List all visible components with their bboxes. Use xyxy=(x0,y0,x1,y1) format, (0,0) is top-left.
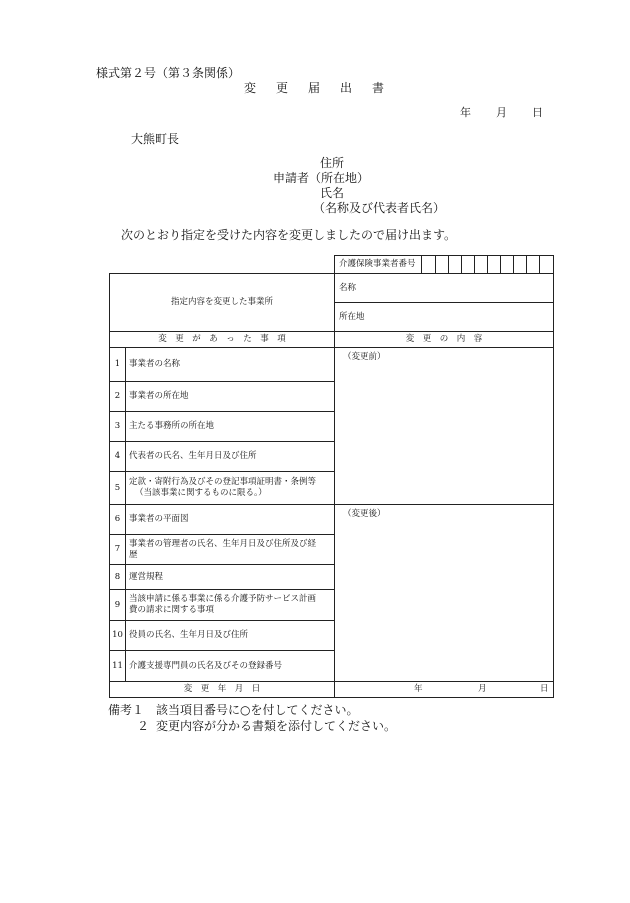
item-row xyxy=(110,505,554,535)
change-form-table xyxy=(109,255,554,698)
notes-label: 備考１ xyxy=(108,703,145,717)
name-label: 氏名 xyxy=(320,186,345,200)
applicant-role-label: 申請者（所在地） xyxy=(273,171,370,185)
change-date-month: 月 xyxy=(478,683,487,694)
change-date-year: 年 xyxy=(414,683,423,694)
item-label: 運営規程 xyxy=(126,565,335,590)
item-label: 事業者の所在地 xyxy=(126,382,335,412)
note-1: 該当項目番号に○を付してください。 xyxy=(156,703,359,717)
item-number[interactable]: 10 xyxy=(110,621,126,651)
item-label-line1: 事業者の管理者の氏名、生年月日及び住所及び経 xyxy=(129,538,317,549)
intro-text: 次のとおり指定を受けた内容を変更しましたので届け出ます。 xyxy=(121,228,457,242)
section-header-row xyxy=(110,332,554,348)
change-date-field[interactable] xyxy=(335,682,554,698)
address-label: 住所 xyxy=(320,156,345,170)
item-number[interactable]: 9 xyxy=(110,590,126,621)
date-month: 月 xyxy=(496,106,507,119)
note-2: 変更内容が分かる書類を添付してください。 xyxy=(156,719,397,733)
item-label xyxy=(126,590,335,621)
insurance-number-label: 介護保険事業者番号 xyxy=(335,256,422,274)
form-number: 様式第２号（第３条関係） xyxy=(96,66,241,80)
item-number[interactable]: 1 xyxy=(110,348,126,382)
insurance-digit-box[interactable] xyxy=(527,256,540,273)
name-note: （名称及び代表者氏名） xyxy=(313,201,446,215)
office-name-field[interactable]: 名称 xyxy=(335,274,554,303)
item-label: 主たる事務所の所在地 xyxy=(126,412,335,442)
item-label xyxy=(126,472,335,505)
date-year: 年 xyxy=(460,106,471,119)
before-label: （変更前） xyxy=(343,352,386,362)
item-label-line2: （当該事業に関するものに限る。） xyxy=(135,488,267,498)
item-label: 事業者の平面図 xyxy=(126,505,335,535)
item-number[interactable]: 7 xyxy=(110,535,126,565)
date-day: 日 xyxy=(532,106,543,119)
item-number[interactable]: 6 xyxy=(110,505,126,535)
addressee: 大熊町長 xyxy=(131,132,180,146)
insurance-digit-box[interactable] xyxy=(501,256,514,273)
item-label: 事業者の名称 xyxy=(126,348,335,382)
item-label-line2: 歴 xyxy=(129,549,138,560)
changed-items-header: 変 更 が あ っ た 事 項 xyxy=(110,332,335,348)
insurance-digit-box[interactable] xyxy=(540,256,553,273)
item-row xyxy=(110,348,554,382)
item-label: 介護支援専門員の氏名及びその登録番号 xyxy=(126,651,335,682)
note-2-number: ２ xyxy=(137,719,150,733)
after-label: （変更後） xyxy=(343,509,386,519)
document-title: 変 更 届 出 書 xyxy=(244,81,389,95)
insurance-digit-box[interactable] xyxy=(448,256,461,273)
item-number[interactable]: 8 xyxy=(110,565,126,590)
after-change-field[interactable] xyxy=(335,505,554,682)
item-label-line2: 費の請求に関する事項 xyxy=(129,605,215,615)
item-label: 代表者の氏名、生年月日及び住所 xyxy=(126,442,335,472)
insurance-digit-box[interactable] xyxy=(474,256,487,273)
insurance-number-row xyxy=(110,256,554,274)
change-content-header: 変 更 の 内 容 xyxy=(335,332,554,348)
change-date-row xyxy=(110,682,554,698)
office-name-row xyxy=(110,274,554,303)
item-number[interactable]: 4 xyxy=(110,442,126,472)
item-number[interactable]: 5 xyxy=(110,472,126,505)
item-label-line1: 当該申請に係る事業に係る介護予防サービス計画 xyxy=(129,594,317,604)
item-number[interactable]: 2 xyxy=(110,382,126,412)
insurance-digit-box[interactable] xyxy=(435,256,448,273)
office-location-field[interactable]: 所在地 xyxy=(335,303,554,332)
item-number[interactable]: 3 xyxy=(110,412,126,442)
item-label xyxy=(126,535,335,565)
insurance-digit-box[interactable] xyxy=(487,256,500,273)
before-change-field[interactable] xyxy=(335,348,554,505)
insurance-digit-box[interactable] xyxy=(461,256,474,273)
insurance-digit-box[interactable] xyxy=(422,256,435,273)
insurance-number-boxes xyxy=(422,256,553,273)
change-date-day: 日 xyxy=(540,683,549,694)
office-label: 指定内容を変更した事業所 xyxy=(110,274,335,332)
insurance-digit-box[interactable] xyxy=(514,256,527,273)
item-label-line1: 定款・寄附行為及びその登記事項証明書・条例等 xyxy=(129,477,317,487)
change-date-label: 変 更 年 月 日 xyxy=(110,682,335,698)
item-label: 役員の氏名、生年月日及び住所 xyxy=(126,621,335,651)
item-number[interactable]: 11 xyxy=(110,651,126,682)
